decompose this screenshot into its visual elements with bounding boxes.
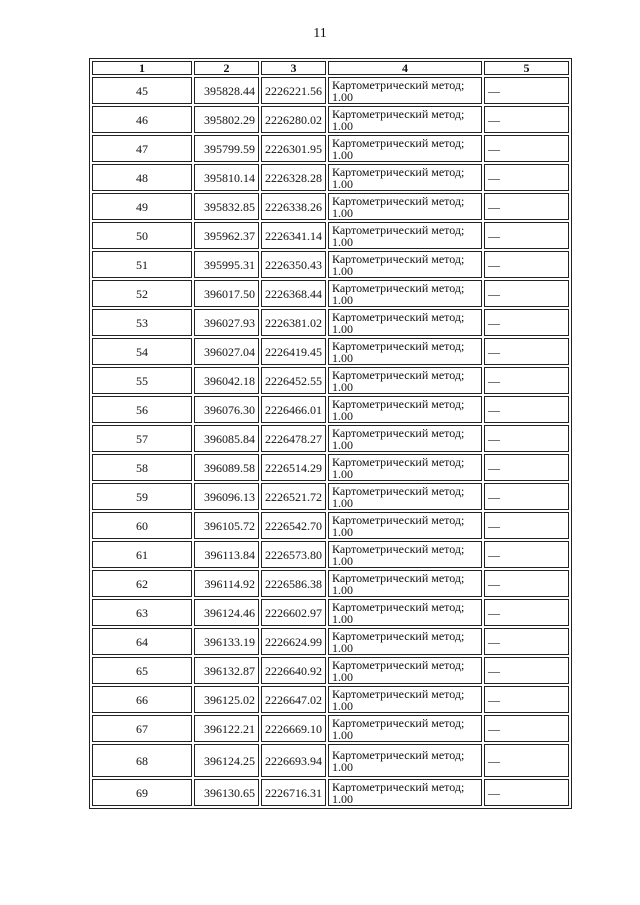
method-cell [328, 396, 482, 423]
y-coordinate-cell: 2226478.27 [261, 425, 326, 452]
method-text: Картометрический метод; [332, 367, 465, 382]
table-row [92, 779, 569, 806]
table-row [92, 164, 569, 191]
point-number-cell: 65 [92, 657, 192, 684]
method-accuracy-value: 1.00 [332, 89, 353, 104]
x-coordinate-cell: 396027.93 [194, 309, 259, 336]
method-text: Картометрический метод; [332, 106, 465, 121]
y-coordinate-cell: 2226521.72 [261, 483, 326, 510]
column-5-cell: — [484, 367, 569, 394]
method-cell [328, 454, 482, 481]
column-5-cell: — [484, 454, 569, 481]
column-5-cell: — [484, 280, 569, 307]
method-text: Картометрический метод; [332, 77, 465, 92]
column-5-cell: — [484, 135, 569, 162]
column-5-cell: — [484, 222, 569, 249]
column-header-2: 2 [194, 61, 259, 75]
y-coordinate-cell: 2226693.94 [261, 744, 326, 777]
point-number-cell: 50 [92, 222, 192, 249]
table-row [92, 715, 569, 742]
table-row [92, 541, 569, 568]
y-coordinate-cell: 2226452.55 [261, 367, 326, 394]
method-text: Картометрический метод; [332, 135, 465, 150]
point-number-cell: 52 [92, 280, 192, 307]
x-coordinate-cell: 395810.14 [194, 164, 259, 191]
point-number-cell: 60 [92, 512, 192, 539]
y-coordinate-cell: 2226514.29 [261, 454, 326, 481]
x-coordinate-cell: 396017.50 [194, 280, 259, 307]
column-5-cell: — [484, 599, 569, 626]
y-coordinate-cell: 2226419.45 [261, 338, 326, 365]
method-text: Картометрический метод; [332, 779, 465, 794]
method-cell [328, 628, 482, 655]
method-text: Картометрический метод; [332, 715, 465, 730]
table-row [92, 686, 569, 713]
method-accuracy-value: 1.00 [332, 495, 353, 510]
method-text: Картометрический метод; [332, 396, 465, 411]
column-5-cell: — [484, 686, 569, 713]
method-accuracy-value: 1.00 [332, 350, 353, 365]
coordinates-table [89, 58, 572, 809]
table-row [92, 657, 569, 684]
table-row [92, 570, 569, 597]
method-cell [328, 483, 482, 510]
column-5-cell: — [484, 251, 569, 278]
table-row [92, 106, 569, 133]
method-accuracy-value: 1.00 [332, 582, 353, 597]
point-number-cell: 57 [92, 425, 192, 452]
table-row [92, 483, 569, 510]
point-number-cell: 55 [92, 367, 192, 394]
y-coordinate-cell: 2226280.02 [261, 106, 326, 133]
point-number-cell: 69 [92, 779, 192, 806]
x-coordinate-cell: 396105.72 [194, 512, 259, 539]
method-accuracy-value: 1.00 [332, 118, 353, 133]
x-coordinate-cell: 396122.21 [194, 715, 259, 742]
table-row [92, 309, 569, 336]
method-cell [328, 164, 482, 191]
column-header-3: 3 [261, 61, 326, 75]
method-text: Картометрический метод; [332, 338, 465, 353]
method-accuracy-value: 1.00 [332, 321, 353, 336]
method-cell [328, 425, 482, 452]
column-5-cell: — [484, 744, 569, 777]
column-5-cell: — [484, 570, 569, 597]
y-coordinate-cell: 2226542.70 [261, 512, 326, 539]
method-accuracy-value: 1.00 [332, 147, 353, 162]
column-5-cell: — [484, 106, 569, 133]
method-text: Картометрический метод; [332, 483, 465, 498]
method-text: Картометрический метод; [332, 686, 465, 701]
method-accuracy-value: 1.00 [332, 437, 353, 452]
x-coordinate-cell: 395995.31 [194, 251, 259, 278]
method-cell [328, 251, 482, 278]
table-row [92, 367, 569, 394]
column-5-cell: — [484, 309, 569, 336]
method-accuracy-value: 1.00 [332, 466, 353, 481]
point-number-cell: 61 [92, 541, 192, 568]
y-coordinate-cell: 2226624.99 [261, 628, 326, 655]
table-row [92, 193, 569, 220]
table-row [92, 628, 569, 655]
x-coordinate-cell: 396089.58 [194, 454, 259, 481]
y-coordinate-cell: 2226368.44 [261, 280, 326, 307]
column-5-cell: — [484, 541, 569, 568]
table-body [92, 77, 569, 806]
method-cell [328, 779, 482, 806]
method-accuracy-value: 1.00 [332, 379, 353, 394]
method-accuracy-value: 1.00 [332, 669, 353, 684]
method-text: Картометрический метод; [332, 425, 465, 440]
method-cell [328, 135, 482, 162]
table-row [92, 135, 569, 162]
column-header-4: 4 [328, 61, 482, 75]
x-coordinate-cell: 396114.92 [194, 570, 259, 597]
y-coordinate-cell: 2226381.02 [261, 309, 326, 336]
point-number-cell: 59 [92, 483, 192, 510]
table-row [92, 396, 569, 423]
x-coordinate-cell: 395828.44 [194, 77, 259, 104]
column-5-cell: — [484, 628, 569, 655]
point-number-cell: 49 [92, 193, 192, 220]
table-row [92, 251, 569, 278]
method-text: Картометрический метод; [332, 193, 465, 208]
method-cell [328, 338, 482, 365]
y-coordinate-cell: 2226716.31 [261, 779, 326, 806]
y-coordinate-cell: 2226573.80 [261, 541, 326, 568]
point-number-cell: 64 [92, 628, 192, 655]
point-number-cell: 66 [92, 686, 192, 713]
method-accuracy-value: 1.00 [332, 791, 353, 806]
table-row [92, 454, 569, 481]
method-cell [328, 77, 482, 104]
x-coordinate-cell: 396125.02 [194, 686, 259, 713]
y-coordinate-cell: 2226466.01 [261, 396, 326, 423]
table-row [92, 744, 569, 777]
method-cell [328, 106, 482, 133]
method-text: Картометрический метод; [332, 164, 465, 179]
method-cell [328, 222, 482, 249]
method-accuracy-value: 1.00 [332, 759, 353, 774]
method-text: Картометрический метод; [332, 309, 465, 324]
method-accuracy-value: 1.00 [332, 640, 353, 655]
y-coordinate-cell: 2226586.38 [261, 570, 326, 597]
y-coordinate-cell: 2226221.56 [261, 77, 326, 104]
point-number-cell: 46 [92, 106, 192, 133]
x-coordinate-cell: 395799.59 [194, 135, 259, 162]
method-accuracy-value: 1.00 [332, 292, 353, 307]
method-cell [328, 367, 482, 394]
method-text: Картометрический метод; [332, 747, 465, 762]
method-accuracy-value: 1.00 [332, 553, 353, 568]
column-5-cell: — [484, 425, 569, 452]
method-cell [328, 280, 482, 307]
table-row [92, 599, 569, 626]
x-coordinate-cell: 396130.65 [194, 779, 259, 806]
point-number-cell: 58 [92, 454, 192, 481]
method-cell [328, 744, 482, 777]
method-accuracy-value: 1.00 [332, 234, 353, 249]
point-number-cell: 68 [92, 744, 192, 777]
point-number-cell: 53 [92, 309, 192, 336]
column-5-cell: — [484, 396, 569, 423]
x-coordinate-cell: 396076.30 [194, 396, 259, 423]
method-text: Картометрический метод; [332, 251, 465, 266]
x-coordinate-cell: 396042.18 [194, 367, 259, 394]
method-cell [328, 599, 482, 626]
column-5-cell: — [484, 483, 569, 510]
method-cell [328, 309, 482, 336]
y-coordinate-cell: 2226602.97 [261, 599, 326, 626]
point-number-cell: 48 [92, 164, 192, 191]
method-cell [328, 570, 482, 597]
method-text: Картометрический метод; [332, 512, 465, 527]
method-accuracy-value: 1.00 [332, 205, 353, 220]
column-5-cell: — [484, 779, 569, 806]
method-accuracy-value: 1.00 [332, 176, 353, 191]
column-5-cell: — [484, 512, 569, 539]
point-number-cell: 45 [92, 77, 192, 104]
method-cell [328, 541, 482, 568]
method-accuracy-value: 1.00 [332, 263, 353, 278]
column-header-1: 1 [92, 61, 192, 75]
x-coordinate-cell: 395832.85 [194, 193, 259, 220]
page-number: 11 [313, 26, 327, 41]
method-cell [328, 512, 482, 539]
column-5-cell: — [484, 77, 569, 104]
point-number-cell: 51 [92, 251, 192, 278]
point-number-cell: 56 [92, 396, 192, 423]
method-text: Картометрический метод; [332, 657, 465, 672]
table-row [92, 425, 569, 452]
point-number-cell: 63 [92, 599, 192, 626]
column-5-cell: — [484, 657, 569, 684]
table-row [92, 222, 569, 249]
method-text: Картометрический метод; [332, 454, 465, 469]
column-header-5: 5 [484, 61, 569, 75]
method-text: Картометрический метод; [332, 570, 465, 585]
table-row [92, 512, 569, 539]
y-coordinate-cell: 2226350.43 [261, 251, 326, 278]
point-number-cell: 54 [92, 338, 192, 365]
x-coordinate-cell: 396124.25 [194, 744, 259, 777]
x-coordinate-cell: 395802.29 [194, 106, 259, 133]
method-text: Картометрический метод; [332, 541, 465, 556]
point-number-cell: 47 [92, 135, 192, 162]
point-number-cell: 67 [92, 715, 192, 742]
method-accuracy-value: 1.00 [332, 408, 353, 423]
y-coordinate-cell: 2226341.14 [261, 222, 326, 249]
y-coordinate-cell: 2226328.28 [261, 164, 326, 191]
table-row [92, 77, 569, 104]
y-coordinate-cell: 2226647.02 [261, 686, 326, 713]
method-cell [328, 657, 482, 684]
method-cell [328, 193, 482, 220]
x-coordinate-cell: 396133.19 [194, 628, 259, 655]
table-header-row [92, 61, 569, 75]
column-5-cell: — [484, 715, 569, 742]
x-coordinate-cell: 395962.37 [194, 222, 259, 249]
column-5-cell: — [484, 193, 569, 220]
method-accuracy-value: 1.00 [332, 611, 353, 626]
y-coordinate-cell: 2226338.26 [261, 193, 326, 220]
point-number-cell: 62 [92, 570, 192, 597]
x-coordinate-cell: 396113.84 [194, 541, 259, 568]
column-5-cell: — [484, 164, 569, 191]
x-coordinate-cell: 396132.87 [194, 657, 259, 684]
table-row [92, 280, 569, 307]
x-coordinate-cell: 396085.84 [194, 425, 259, 452]
y-coordinate-cell: 2226301.95 [261, 135, 326, 162]
method-cell [328, 686, 482, 713]
column-5-cell: — [484, 338, 569, 365]
method-cell [328, 715, 482, 742]
x-coordinate-cell: 396096.13 [194, 483, 259, 510]
method-accuracy-value: 1.00 [332, 524, 353, 539]
x-coordinate-cell: 396027.04 [194, 338, 259, 365]
method-text: Картометрический метод; [332, 628, 465, 643]
method-accuracy-value: 1.00 [332, 698, 353, 713]
method-accuracy-value: 1.00 [332, 727, 353, 742]
y-coordinate-cell: 2226669.10 [261, 715, 326, 742]
method-text: Картометрический метод; [332, 599, 465, 614]
method-text: Картометрический метод; [332, 280, 465, 295]
method-text: Картометрический метод; [332, 222, 465, 237]
y-coordinate-cell: 2226640.92 [261, 657, 326, 684]
x-coordinate-cell: 396124.46 [194, 599, 259, 626]
table-row [92, 338, 569, 365]
